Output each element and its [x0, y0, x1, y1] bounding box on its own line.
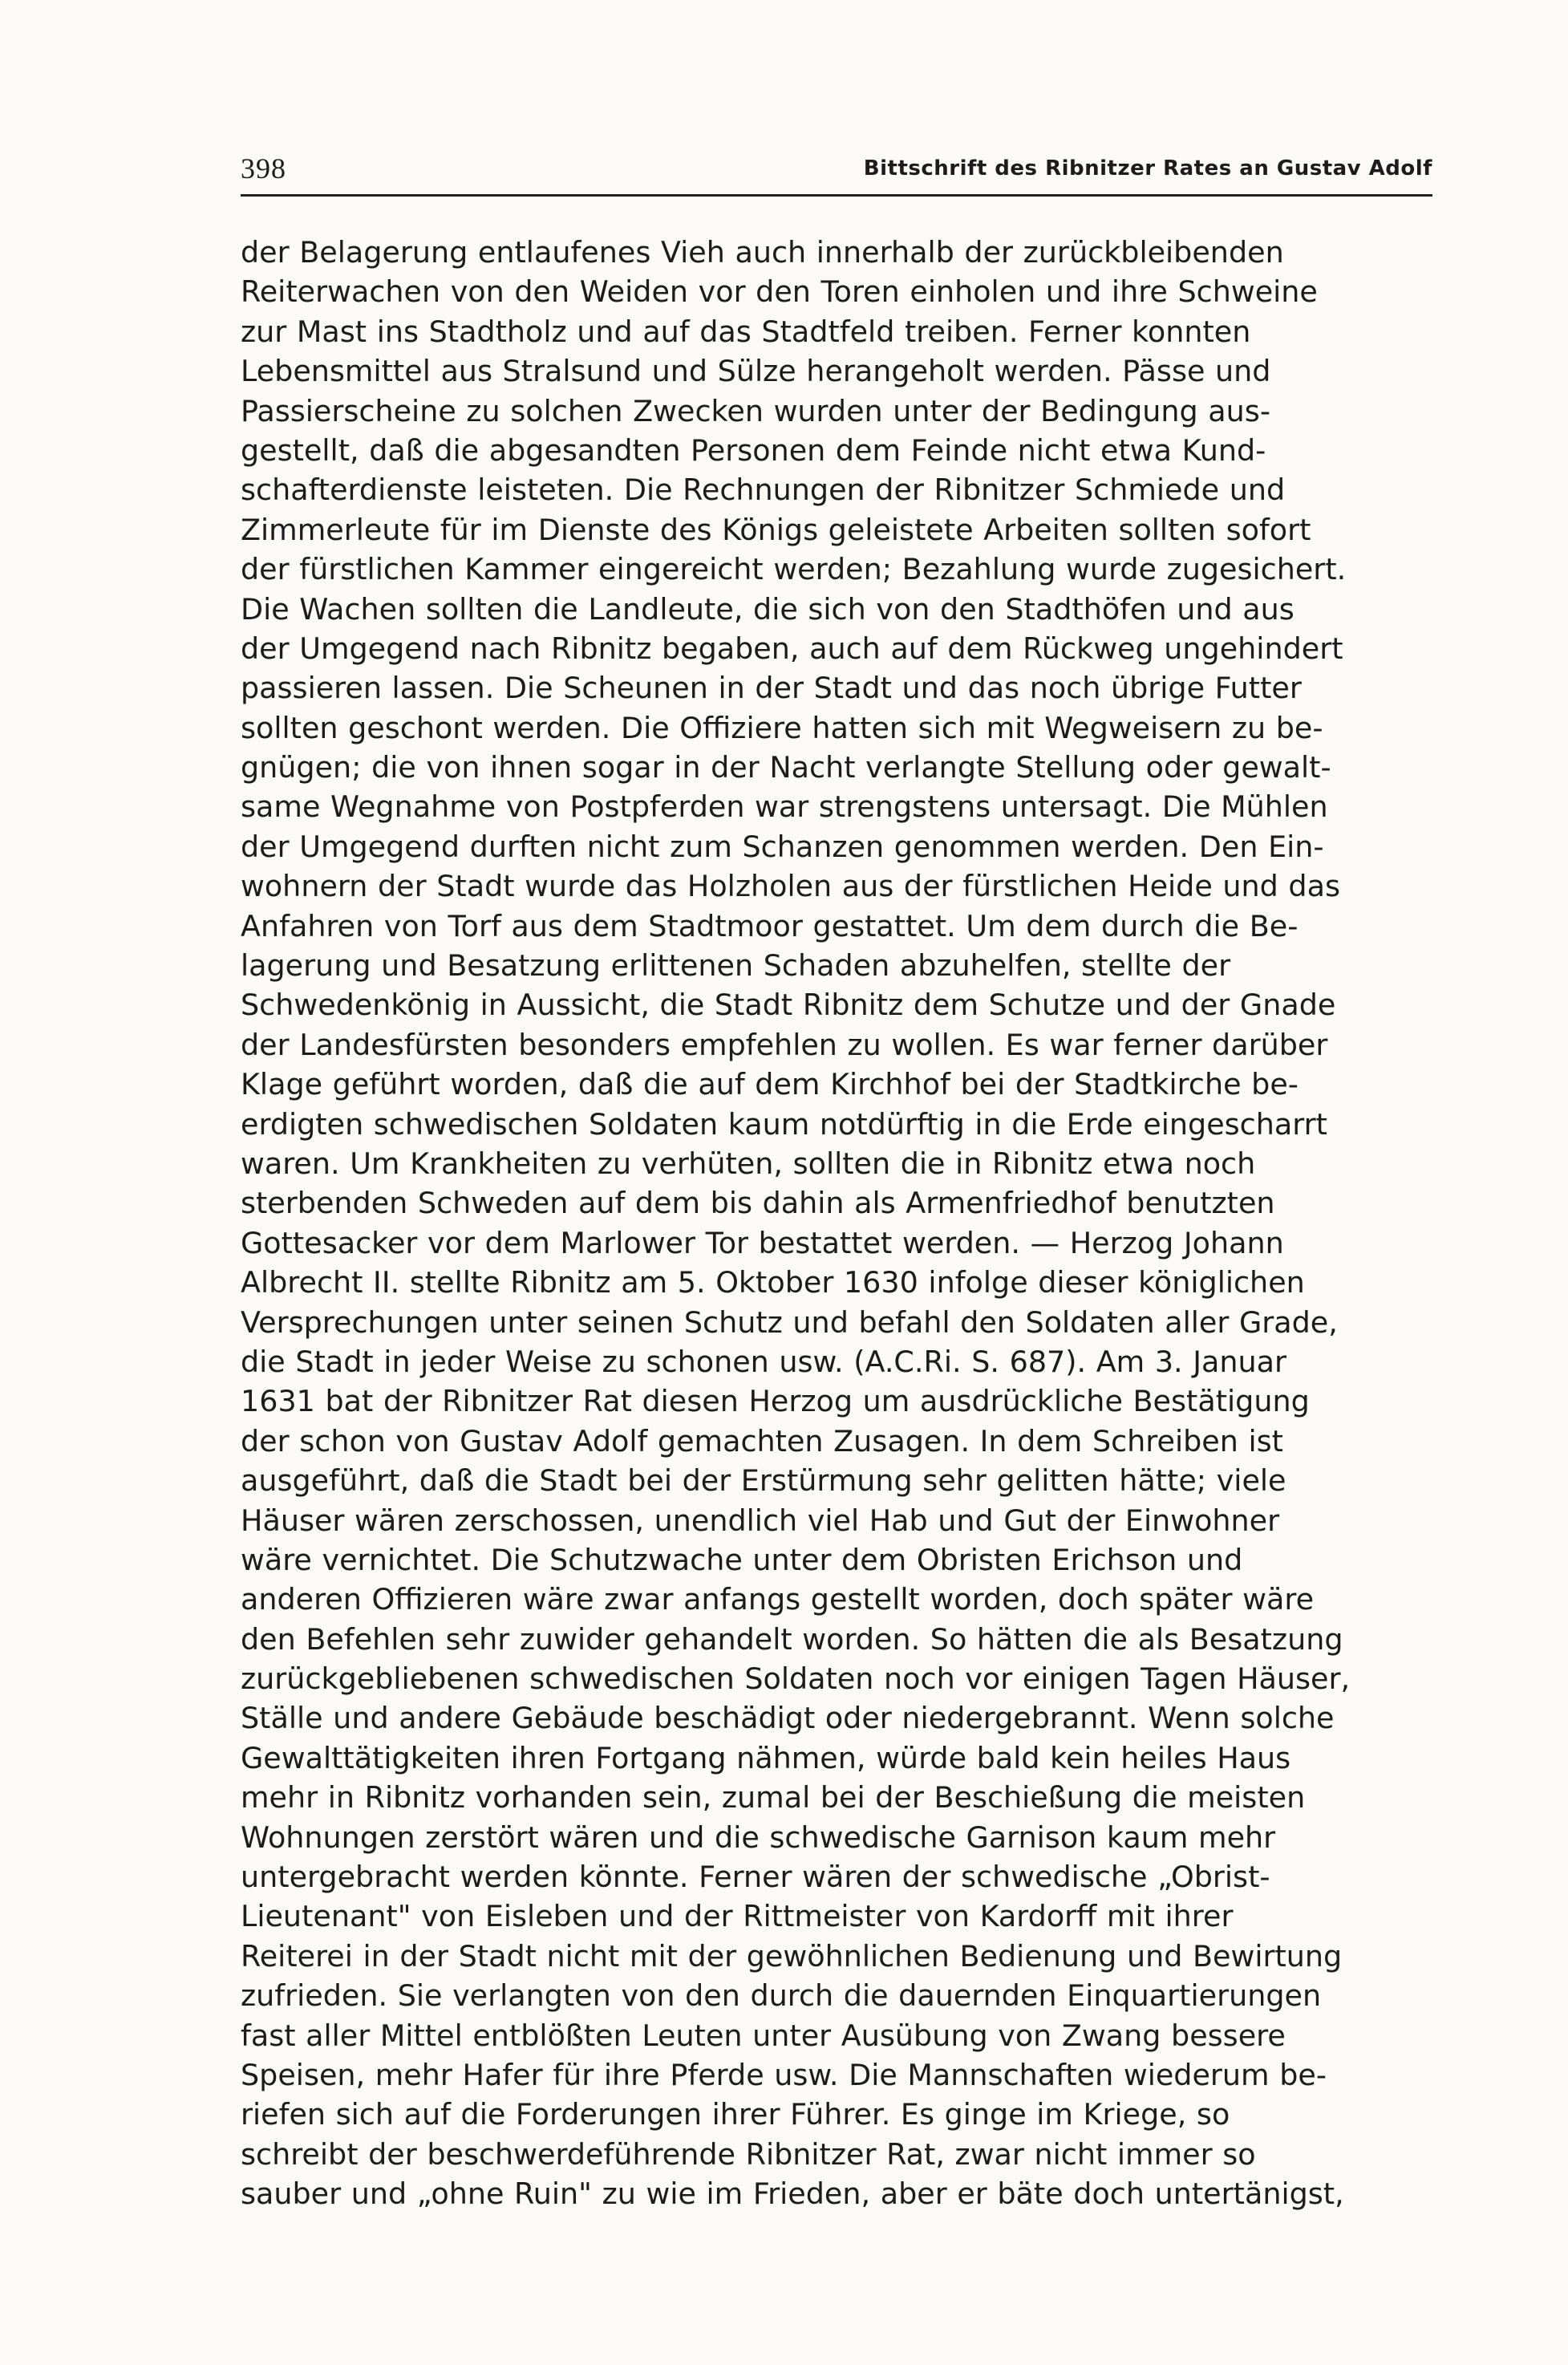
text-line: waren. Um Krankheiten zu verhüten, sollten die in Ribnitz etwa noch — [241, 1146, 1256, 1181]
text-line: mehr in Ribnitz vorhanden sein, zumal bei der Beschießung die meisten — [241, 1780, 1306, 1815]
text-line: anderen Offizieren wäre zwar anfangs gestellt worden, doch später wäre — [241, 1582, 1315, 1617]
text-line: Häuser wären zerschossen, unendlich viel Hab und Gut der Einwohner — [241, 1503, 1280, 1538]
text-line: der Umgegend durften nicht zum Schanzen genommen werden. Den Ein- — [241, 829, 1324, 864]
text-line: den Befehlen sehr zuwider gehandelt worden. So hätten die als Besatzung — [241, 1621, 1343, 1657]
text-line: der Umgegend nach Ribnitz begaben, auch auf dem Rückweg ungehindert — [241, 631, 1343, 666]
text-line: ausgeführt, daß die Stadt bei der Erstürmung sehr gelitten hätte; viele — [241, 1463, 1286, 1499]
page-number: 398 — [241, 152, 286, 185]
text-line: Speisen, mehr Hafer für ihre Pferde usw. Die Mannschaften wiederum be- — [241, 2057, 1327, 2092]
text-line: erdigten schwedischen Soldaten kaum notdürftig in die Erde eingescharrt — [241, 1106, 1327, 1142]
text-line: zur Mast ins Stadtholz und auf das Stadtfeld treiben. Ferner konnten — [241, 314, 1251, 349]
header-rule — [241, 194, 1432, 197]
text-line: Gottesacker vor dem Marlower Tor bestattet werden. — Herzog Johann — [241, 1225, 1284, 1260]
text-line: passieren lassen. Die Scheunen in der Stadt und das noch übrige Futter — [241, 671, 1302, 706]
text-line: zufrieden. Sie verlangten von den durch die dauernden Einquartierungen — [241, 1978, 1322, 2014]
text-line: Zimmerleute für im Dienste des Königs geleistete Arbeiten sollten sofort — [241, 512, 1311, 547]
text-line: zurückgebliebenen schwedischen Soldaten noch vor einigen Tagen Häuser, — [241, 1661, 1351, 1697]
text-line: gnügen; die von ihnen sogar in der Nacht verlangte Stellung oder gewalt- — [241, 750, 1331, 785]
text-line: sauber und „ohne Ruin" zu wie im Frieden, aber er bäte doch untertänigst, — [241, 2176, 1344, 2212]
text-line: Reiterei in der Stadt nicht mit der gewöhnlichen Bedienung und Bewirtung — [241, 1938, 1343, 1974]
page-header — [241, 151, 1432, 196]
text-line: Passierscheine zu solchen Zwecken wurden unter der Bedingung aus- — [241, 393, 1270, 428]
text-line: 1631 bat der Ribnitzer Rat diesen Herzog um ausdrückliche Bestätigung — [241, 1384, 1310, 1419]
text-line: Klage geführt worden, daß die auf dem Kirchhof bei der Stadtkirche be- — [241, 1067, 1299, 1102]
text-line: der Landesfürsten besonders empfehlen zu wollen. Es war ferner darüber — [241, 1027, 1328, 1062]
text-line: Albrecht II. stellte Ribnitz am 5. Oktober 1630 infolge dieser königlichen — [241, 1265, 1305, 1300]
text-line: der fürstlichen Kammer eingereicht werden; Bezahlung wurde zugesichert. — [241, 552, 1347, 587]
text-line: riefen sich auf die Forderungen ihrer Führer. Es ginge im Kriege, so — [241, 2097, 1230, 2132]
text-line: die Stadt in jeder Weise zu schonen usw. (A.C.Ri. S. 687). Am 3. Januar — [241, 1344, 1287, 1379]
text-line: Versprechungen unter seinen Schutz und befahl den Soldaten aller Grade, — [241, 1304, 1338, 1340]
body-text — [241, 233, 1432, 2214]
running-head: Bittschrift des Ribnitzer Rates an Gustav Adolf — [863, 156, 1432, 181]
text-line: Anfahren von Torf aus dem Stadtmoor gestattet. Um dem durch die Be- — [241, 908, 1299, 943]
text-line: fast aller Mittel entblößten Leuten unter Ausübung von Zwang bessere — [241, 2018, 1286, 2053]
text-line: der Belagerung entlaufenes Vieh auch innerhalb der zurückbleibenden — [241, 235, 1284, 270]
text-line: wohnern der Stadt wurde das Holzholen aus der fürstlichen Heide und das — [241, 869, 1340, 904]
text-line: gestellt, daß die abgesandten Personen dem Feinde nicht etwa Kund- — [241, 432, 1266, 468]
text-line: wäre vernichtet. Die Schutzwache unter dem Obristen Erichson und — [241, 1542, 1243, 1577]
text-line: Schwedenkönig in Aussicht, die Stadt Ribnitz dem Schutze und der Gnade — [241, 988, 1336, 1023]
text-line: Gewalttätigkeiten ihren Fortgang nähmen, würde bald kein heiles Haus — [241, 1740, 1291, 1775]
text-line: Lebensmittel aus Stralsund und Sülze herangeholt werden. Pässe und — [241, 354, 1271, 389]
text-line: Die Wachen sollten die Landleute, die sich von den Stadthöfen und aus — [241, 591, 1295, 627]
text-line: untergebracht werden könnte. Ferner wären der schwedische „Obrist- — [241, 1860, 1270, 1895]
text-line: Wohnungen zerstört wären und die schwedische Garnison kaum mehr — [241, 1819, 1276, 1855]
text-line: Ställe und andere Gebäude beschädigt oder niedergebrannt. Wenn solche — [241, 1701, 1335, 1736]
text-line: sollten geschont werden. Die Offiziere hatten sich mit Wegweisern zu be- — [241, 710, 1323, 745]
text-line: Lieutenant" von Eisleben und der Rittmeister von Kardorff mit ihrer — [241, 1899, 1234, 1934]
text-line: der schon von Gustav Adolf gemachten Zusagen. In dem Schreiben ist — [241, 1423, 1283, 1458]
text-line: lagerung und Besatzung erlittenen Schaden abzuhelfen, stellte der — [241, 948, 1231, 984]
text-line: same Wegnahme von Postpferden war strengstens untersagt. Die Mühlen — [241, 789, 1328, 825]
text-line: schafterdienste leisteten. Die Rechnungen der Ribnitzer Schmiede und — [241, 473, 1286, 508]
text-line: Reiterwachen von den Weiden vor den Toren einholen und ihre Schweine — [241, 274, 1318, 310]
text-line: schreibt der beschwerdeführende Ribnitzer Rat, zwar nicht immer so — [241, 2136, 1256, 2172]
text-line: sterbenden Schweden auf dem bis dahin als Armenfriedhof benutzten — [241, 1186, 1275, 1221]
